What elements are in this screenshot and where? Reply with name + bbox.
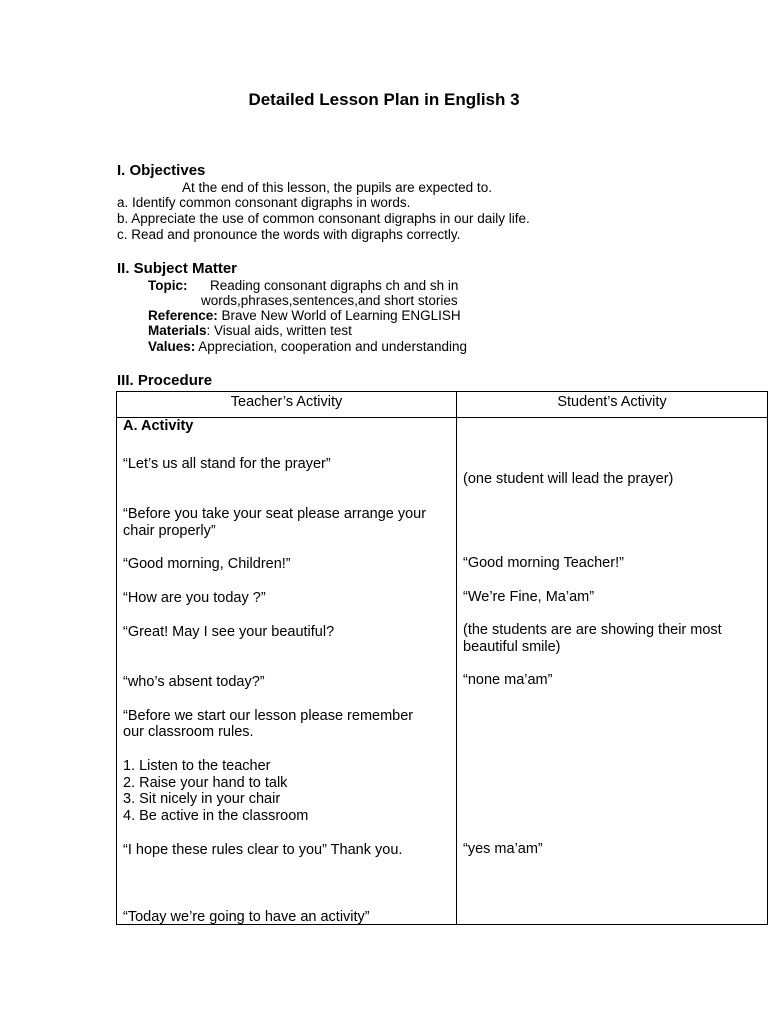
teacher-line: our classroom rules. [123,724,254,740]
student-activity-cell [457,418,768,925]
procedure-heading: III. Procedure [117,372,213,389]
teacher-line: “Great! May I see your beautiful? [123,624,335,640]
student-line: (the students are are showing their most [463,622,722,638]
objective-item-b: b. Appreciate the use of common consonant digraphs in our daily life. [117,211,530,226]
procedure-table-row [117,418,768,925]
teacher-line: “who’s absent today?” [123,674,265,690]
teacher-line: chair properly” [123,523,216,539]
document-title: Detailed Lesson Plan in English 3 [248,90,520,109]
objective-item-a: a. Identify common consonant digraphs in words. [117,195,411,210]
activity-section-label: A. Activity [123,418,194,434]
student-activity-header: Student’s Activity [457,392,768,418]
procedure-table [116,391,768,925]
teacher-activity-header: Teacher’s Activity [117,392,457,418]
rule-item: 2. Raise your hand to talk [123,775,288,791]
values-value: Appreciation, cooperation and understanding [198,339,467,354]
teacher-activity-cell [117,418,457,925]
objective-item-c: c. Read and pronounce the words with digraphs correctly. [117,227,461,242]
reference-value: Brave New World of Learning ENGLISH [221,308,461,323]
rule-item: 1. Listen to the teacher [123,758,271,774]
materials-label: Materials [148,323,207,338]
rule-item: 4. Be active in the classroom [123,808,309,824]
student-line: “none ma’am” [463,672,553,688]
materials-line [148,323,352,339]
teacher-line: “Before we start our lesson please remember [123,708,414,724]
student-line: “Good morning Teacher!” [463,555,624,571]
topic-value-line1: Reading consonant digraphs ch and sh in [210,278,459,293]
teacher-line: “How are you today ?” [123,590,266,606]
teacher-line: “Good morning, Children!” [123,556,291,572]
student-line: “yes ma’am” [463,841,543,857]
materials-value: : Visual aids, written test [206,323,352,338]
reference-line [148,308,461,324]
teacher-line: “Let’s us all stand for the prayer” [123,456,331,472]
subject-matter-heading: II. Subject Matter [117,260,238,277]
procedure-table-header [117,392,768,418]
objectives-heading: I. Objectives [117,162,206,179]
objectives-intro: At the end of this lesson, the pupils are expected to. [182,180,492,195]
teacher-line: “I hope these rules clear to you” Thank you. [123,842,403,858]
rule-item: 3. Sit nicely in your chair [123,791,281,807]
teacher-line: “Before you take your seat please arrange your [123,506,427,522]
student-line: “We’re Fine, Ma’am” [463,589,595,605]
student-line: beautiful smile) [463,639,561,655]
topic-value-line2: words,phrases,sentences,and short stories [201,293,458,308]
teacher-line: “Today we’re going to have an activity” [123,909,370,925]
reference-label: Reference: [148,308,218,323]
topic-label: Topic: [148,278,188,293]
values-label: Values: [148,339,196,354]
values-line [148,339,467,355]
student-line: (one student will lead the prayer) [463,471,674,487]
